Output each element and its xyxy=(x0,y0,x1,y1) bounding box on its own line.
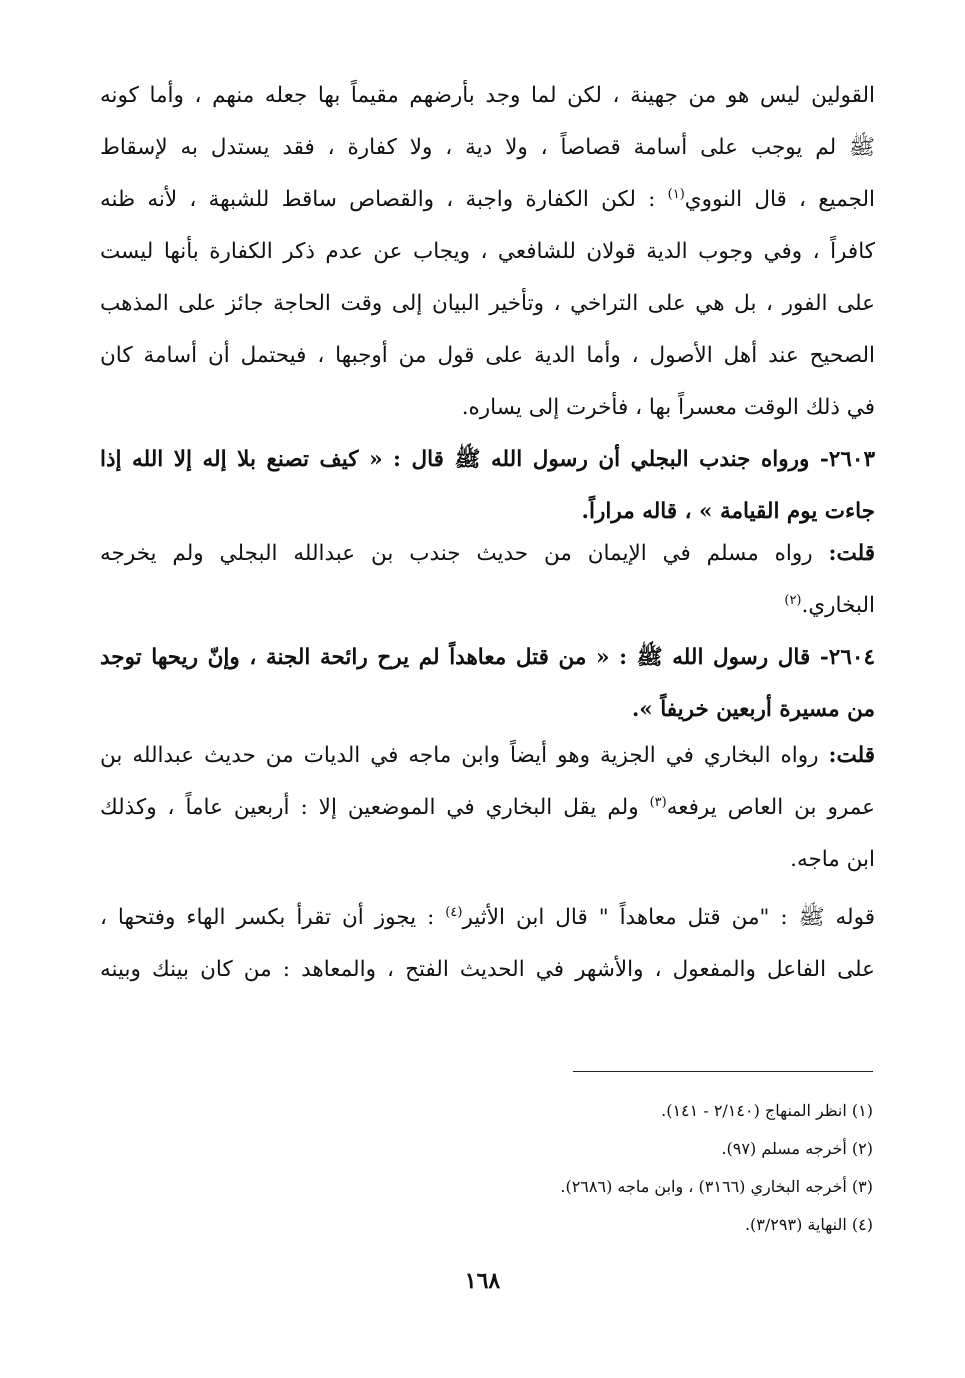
text-fragment: قوله ﷺ : "من قتل معاهداً " قال ابن الأثير xyxy=(462,905,875,930)
hadith-2604 xyxy=(100,632,875,736)
text-fragment: رواه مسلم في الإيمان من حديث جندب بن عبدالله البجلي ولم يخرجه xyxy=(100,541,829,566)
text-line xyxy=(100,892,875,944)
text-fragment: ولم يقل البخاري في الموضعين إلا : أربعين عاماً ، وكذلك xyxy=(100,795,650,820)
footnote-ref: (٣) xyxy=(649,794,667,810)
footnote-item: (٣) أخرجه البخاري (٣١٦٦) ، وابن ماجه (٢٦٨٦). xyxy=(560,1177,873,1196)
text-fragment: عمرو بن العاص يرفعه xyxy=(666,795,875,820)
text-line xyxy=(100,580,875,632)
text-fragment: : يجوز أن تقرأ بكسر الهاء وفتحها ، xyxy=(100,905,446,930)
text-line: الصحيح عند أهل الأصول ، وأما الدية على قول من أوجبها ، فيحتمل أن أسامة كان xyxy=(100,343,875,368)
text-line: ابن ماجه. xyxy=(790,847,875,872)
text-fragment: : لكن الكفارة واجبة ، والقصاص ساقط للشبهة ، لأنه ظنه xyxy=(100,187,668,212)
footnotes xyxy=(400,1092,873,1244)
text-line xyxy=(100,782,875,834)
note-label: قلت: xyxy=(828,541,875,566)
text-line: في ذلك الوقت معسراً بها ، فأخرت إلى يساره. xyxy=(461,395,875,420)
hadith-line: ٢٦٠٤- قال رسول الله ﷺ : « من قتل معاهداً لم يرح رائحة الجنة ، وإنّ ريحها توجد xyxy=(100,645,875,670)
text-fragment: الجميع ، قال النووي xyxy=(684,187,875,212)
note-2603 xyxy=(100,528,875,632)
text-line: ﷺ لم يوجب على أسامة قصاصاً ، ولا دية ، ولا كفارة ، فقد يستدل به لإسقاط xyxy=(100,135,875,160)
text-line: القولين ليس هو من جهينة ، لكن لما وجد بأرضهم مقيماً بها جعله منهم ، وأما كونه xyxy=(100,83,875,108)
text-line: على الفور ، بل هي على التراخي ، وتأخير البيان إلى وقت الحاجة جائز على المذهب xyxy=(100,291,875,316)
footnote-divider xyxy=(573,1071,873,1072)
footnote-item: (٤) النهاية (٣/٢٩٣). xyxy=(744,1215,873,1234)
footnote-ref: (٤) xyxy=(445,904,463,920)
text-line: على الفاعل والمفعول ، والأشهر في الحديث الفتح ، والمعاهد : من كان بينك وبينه xyxy=(100,957,875,982)
page-number: ١٦٨ xyxy=(464,1268,501,1294)
paragraph-explanation xyxy=(100,892,875,996)
text-line xyxy=(100,528,875,580)
paragraph-commentary xyxy=(100,70,875,434)
text-line: كافراً ، وفي وجوب الدية قولان للشافعي ، ويجاب عن عدم ذكر الكفارة بأنها ليست xyxy=(100,239,875,264)
footnote-item: (٢) أخرجه مسلم (٩٧). xyxy=(721,1139,873,1158)
footnote-ref: (٢) xyxy=(784,592,802,608)
text-line xyxy=(100,174,875,226)
footnote-ref: (١) xyxy=(667,186,685,202)
hadith-line: جاءت يوم القيامة » ، قاله مراراً. xyxy=(581,499,875,524)
hadith-line: ٢٦٠٣- ورواه جندب البجلي أن رسول الله ﷺ قال : « كيف تصنع بلا إله إلا الله إذا xyxy=(100,447,875,472)
note-label: قلت: xyxy=(828,743,875,768)
text-line xyxy=(100,730,875,782)
text-fragment: رواه البخاري في الجزية وهو أيضاً وابن ماجه في الديات من حديث عبدالله بن xyxy=(100,743,829,768)
hadith-2603 xyxy=(100,434,875,538)
hadith-line: من مسيرة أربعين خريفاً ». xyxy=(631,697,875,722)
note-2604 xyxy=(100,730,875,886)
footnote-item: (١) انظر المنهاج (٢/١٤٠ - ١٤١). xyxy=(661,1101,873,1120)
text-fragment: البخاري. xyxy=(801,593,875,618)
